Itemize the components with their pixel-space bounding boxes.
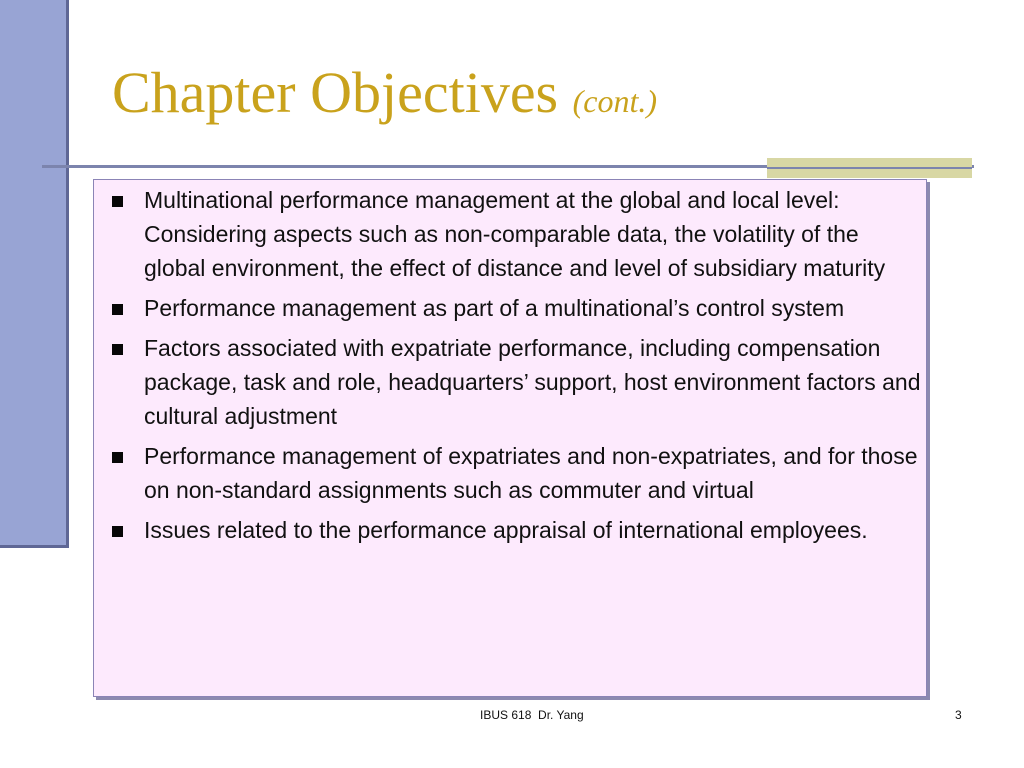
left-accent-bar-shadow: [0, 545, 68, 548]
objective-text: Performance management of expatriates and non-expatriates, and for those on non-standard assignments such as commuter and virtual: [144, 443, 918, 503]
objective-item: [112, 331, 924, 433]
objective-item: [112, 439, 924, 507]
slide-title: [112, 60, 658, 125]
objective-item: [112, 291, 924, 325]
square-bullet-icon: [112, 526, 123, 537]
objective-text: Factors associated with expatriate performance, including compensation package, task and role, headquarters’ support, host environment factors and cultural adjustment: [144, 335, 921, 429]
slide-title-cont: (cont.): [572, 83, 658, 119]
objective-item: [112, 183, 924, 285]
objective-text: Performance management as part of a multinational’s control system: [144, 295, 845, 321]
objective-item: [112, 513, 924, 547]
left-accent-bar-edge: [66, 0, 69, 548]
square-bullet-icon: [112, 344, 123, 355]
decorative-accent-line: [767, 167, 972, 169]
square-bullet-icon: [112, 304, 123, 315]
objective-text: Issues related to the performance appraisal of international employees.: [144, 517, 868, 543]
left-accent-bar: [0, 0, 66, 545]
objectives-list: [112, 183, 924, 553]
square-bullet-icon: [112, 196, 123, 207]
footer-course-label: IBUS 618 Dr. Yang: [480, 708, 584, 722]
footer-page-number: 3: [955, 708, 962, 722]
slide-title-main: Chapter Objectives: [112, 60, 559, 125]
objective-text: Multinational performance management at the global and local level: Considering aspects such as non-comparable data, the volatility of the global environment, the effect of distance and level of subsidiary maturity: [144, 187, 886, 281]
square-bullet-icon: [112, 452, 123, 463]
